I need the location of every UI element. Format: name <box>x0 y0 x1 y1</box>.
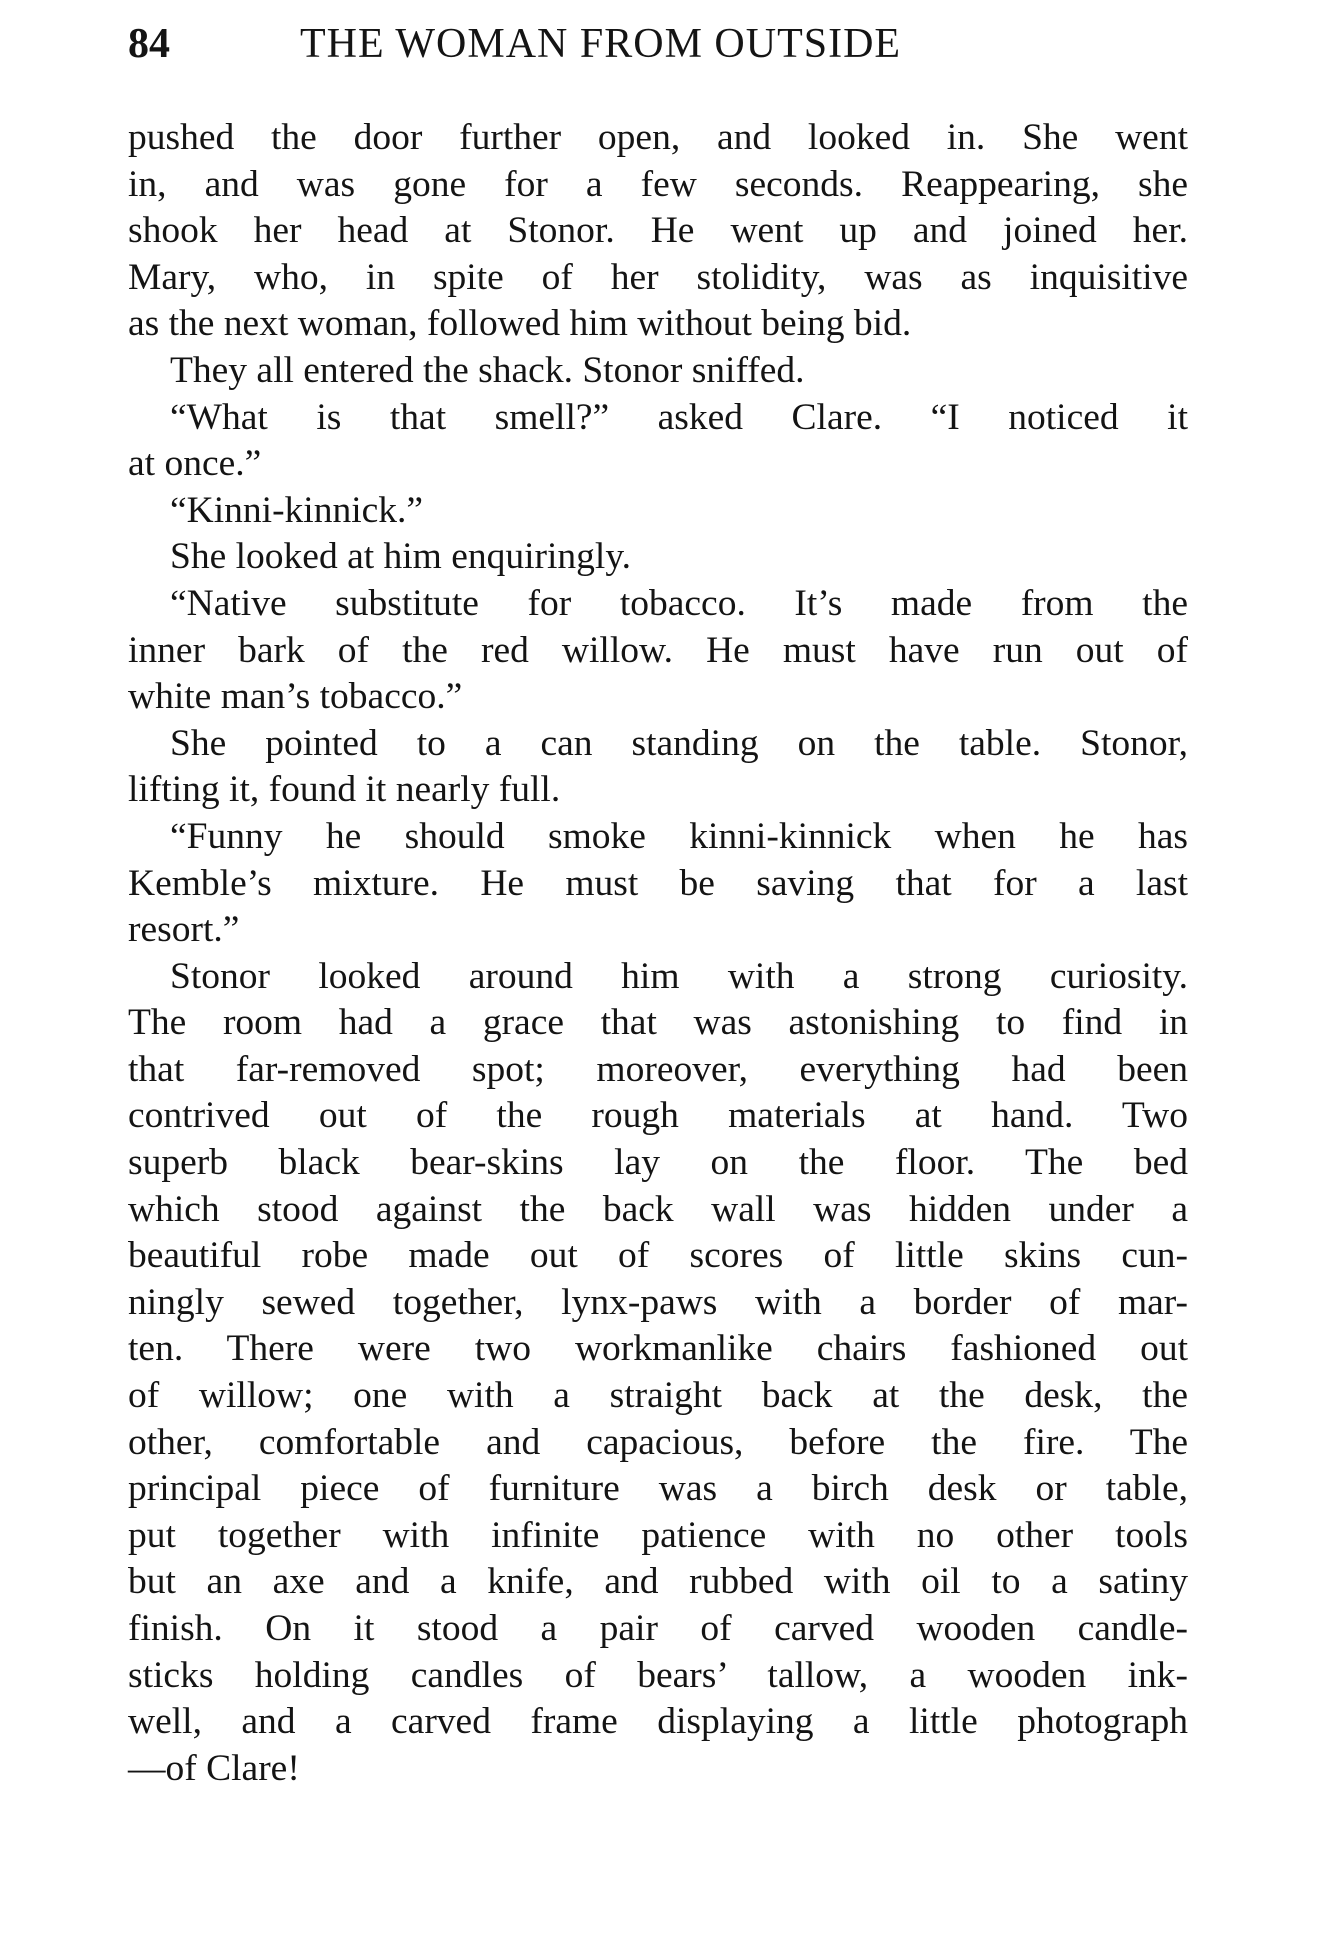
text-line: ningly sewed together, lynx-paws with a border of mar- <box>128 1281 1188 1323</box>
text-line: put together with infinite patience with no other tools <box>128 1514 1188 1556</box>
text-line: The room had a grace that was astonishing to find in <box>128 1002 1188 1044</box>
text-line: principal piece of furniture was a birch desk or table, <box>128 1468 1188 1510</box>
text-line: finish. On it stood a pair of carved wooden candle- <box>128 1608 1188 1649</box>
text-line: other, comfortable and capacious, before the fire. The <box>128 1421 1188 1463</box>
text-line: They all entered the shack. Stonor sniffed. <box>170 349 805 391</box>
text-line: Kemble’s mixture. He must be saving that for a last <box>128 862 1188 904</box>
page-header <box>128 14 1188 74</box>
text-line: superb black bear-skins lay on the floor. The bed <box>128 1142 1188 1184</box>
page-number: 84 <box>128 21 170 67</box>
text-line: well, and a carved frame displaying a little photograph <box>128 1701 1188 1743</box>
text-line: Stonor looked around him with a strong curiosity. <box>170 955 1188 997</box>
text-line: in, and was gone for a few seconds. Reappearing, she <box>128 163 1188 205</box>
text-line: “Native substitute for tobacco. It’s made from the <box>170 582 1188 624</box>
text-line: pushed the door further open, and looked in. She went <box>128 117 1188 158</box>
text-line: sticks holding candles of bears’ tallow, a wooden ink- <box>128 1654 1188 1696</box>
text-line: of willow; one with a straight back at the desk, the <box>128 1375 1188 1417</box>
text-line: resort.” <box>128 909 240 951</box>
text-line: ten. There were two workmanlike chairs fashioned out <box>128 1328 1188 1370</box>
body-text <box>128 115 1188 1792</box>
text-line: shook her head at Stonor. He went up and joined her. <box>128 210 1188 252</box>
text-line: Mary, who, in spite of her stolidity, was as inquisitive <box>128 256 1188 298</box>
running-title: THE WOMAN FROM OUTSIDE <box>300 21 902 67</box>
text-line: at once.” <box>128 443 262 485</box>
text-line: inner bark of the red willow. He must have run out of <box>128 629 1188 671</box>
text-line: “Funny he should smoke kinni-kinnick when he has <box>170 815 1188 857</box>
text-line: lifting it, found it nearly full. <box>128 769 561 811</box>
text-line: but an axe and a knife, and rubbed with oil to a satiny <box>128 1561 1188 1603</box>
text-line: “Kinni-kinnick.” <box>170 489 424 531</box>
text-line: as the next woman, followed him without being bid. <box>128 303 912 345</box>
text-line: She looked at him enquiringly. <box>170 536 632 578</box>
text-line: —of Clare! <box>128 1747 300 1789</box>
text-line: white man’s tobacco.” <box>128 676 463 718</box>
text-line: beautiful robe made out of scores of little skins cun- <box>128 1235 1188 1277</box>
text-line: She pointed to a can standing on the table. Stonor, <box>170 722 1188 764</box>
text-line: contrived out of the rough materials at hand. Two <box>128 1095 1188 1137</box>
text-line: which stood against the back wall was hidden under a <box>128 1188 1188 1230</box>
text-line: that far-removed spot; moreover, everything had been <box>128 1048 1188 1090</box>
text-line: “What is that smell?” asked Clare. “I noticed it <box>170 396 1188 438</box>
